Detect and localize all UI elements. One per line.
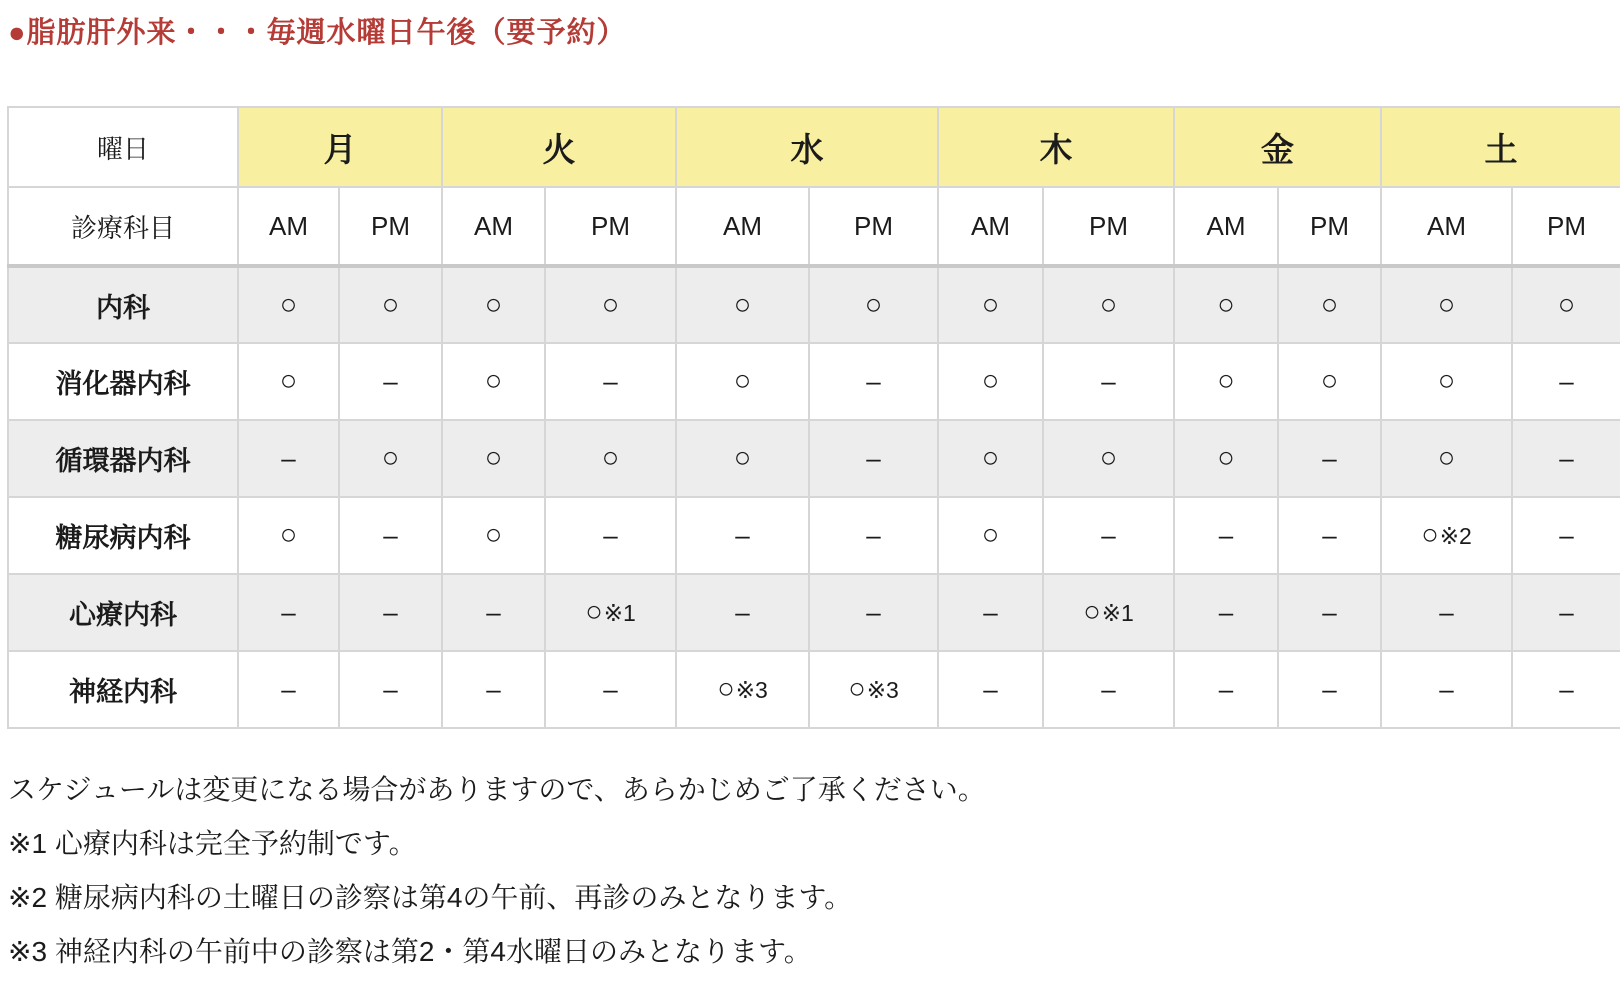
note-ref-2: ※2 糖尿病内科の土曜日の診察は第4の午前、再診のみとなります。 — [8, 882, 853, 913]
open-circle-mark: ○ — [1099, 288, 1118, 321]
dash-mark: – — [603, 366, 618, 396]
dash-mark: – — [486, 597, 501, 627]
schedule-cell — [1043, 266, 1174, 343]
department-cell: 神経内科 — [8, 651, 238, 728]
schedule-cell — [1043, 651, 1174, 728]
dash-mark: – — [383, 597, 398, 627]
schedule-cell — [545, 574, 676, 651]
dash-mark: – — [281, 443, 296, 473]
schedule-cell — [545, 651, 676, 728]
table-row — [8, 651, 1620, 728]
dash-mark: – — [1322, 674, 1337, 704]
schedule-cell — [339, 574, 442, 651]
time-slot-cell: AM — [1381, 187, 1512, 266]
dash-mark: – — [1559, 443, 1574, 473]
open-circle-mark: ○ — [484, 519, 503, 551]
dash-mark: – — [1101, 674, 1116, 704]
schedule-cell — [1043, 497, 1174, 574]
schedule-cell — [1381, 497, 1512, 574]
open-circle-mark: ○ — [484, 365, 503, 397]
schedule-cell — [676, 266, 809, 343]
open-circle-mark: ○ — [733, 365, 752, 397]
schedule-cell — [238, 497, 339, 574]
day-header-cell: 土 — [1381, 107, 1620, 187]
open-circle-mark: ○ — [717, 673, 735, 705]
department-cell: 心療内科 — [8, 574, 238, 651]
day-header-cell: 木 — [938, 107, 1174, 187]
open-circle-mark: ○ — [1437, 365, 1456, 397]
open-circle-mark: ○ — [1557, 288, 1576, 321]
schedule-cell — [339, 497, 442, 574]
schedule-cell — [1512, 651, 1620, 728]
dash-mark: – — [1439, 597, 1454, 627]
open-circle-mark: ○ — [381, 442, 400, 474]
schedule-cell — [1174, 266, 1278, 343]
open-circle-mark: ○ — [1437, 288, 1456, 321]
table-row — [8, 343, 1620, 420]
table-row — [8, 574, 1620, 651]
schedule-cell — [1278, 343, 1381, 420]
schedule-cell — [938, 343, 1043, 420]
open-circle-mark: ○ — [601, 288, 620, 321]
department-cell: 消化器内科 — [8, 343, 238, 420]
dash-mark: – — [1218, 597, 1234, 627]
time-slot-cell: PM — [1043, 187, 1174, 266]
schedule-cell — [1512, 574, 1620, 651]
open-circle-mark: ○ — [733, 442, 752, 474]
schedule-cell — [339, 266, 442, 343]
schedule-cell — [1043, 574, 1174, 651]
dash-mark: – — [866, 366, 881, 396]
dash-mark: – — [383, 674, 398, 704]
schedule-cell — [809, 497, 938, 574]
dash-mark: – — [983, 674, 998, 704]
department-cell: 糖尿病内科 — [8, 497, 238, 574]
schedule-cell — [1278, 420, 1381, 497]
schedule-table — [7, 106, 1620, 729]
schedule-cell — [1278, 651, 1381, 728]
dash-mark: – — [603, 674, 618, 704]
footnote-reference: ※3 — [866, 677, 899, 703]
schedule-cell — [1381, 420, 1512, 497]
dash-mark: – — [281, 597, 296, 627]
open-circle-mark: ○ — [981, 519, 1000, 551]
schedule-cell — [545, 420, 676, 497]
schedule-cell — [238, 343, 339, 420]
time-slot-cell: AM — [442, 187, 545, 266]
note-ref-1: ※1 心療内科は完全予約制です。 — [8, 828, 417, 859]
open-circle-mark: ○ — [1320, 288, 1339, 321]
dash-mark: – — [983, 597, 998, 627]
open-circle-mark: ○ — [864, 288, 883, 321]
schedule-table-body — [8, 266, 1620, 728]
schedule-cell — [676, 651, 809, 728]
schedule-cell — [238, 266, 339, 343]
schedule-cell — [1174, 420, 1278, 497]
footnote-reference: ※3 — [735, 677, 768, 703]
footnote-reference: ※1 — [1101, 600, 1134, 626]
dash-mark: – — [486, 674, 501, 704]
schedule-cell — [1174, 651, 1278, 728]
schedule-cell — [1043, 343, 1174, 420]
time-slot-cell: PM — [1278, 187, 1381, 266]
dash-mark: – — [603, 520, 618, 550]
schedule-cell — [1278, 574, 1381, 651]
dash-mark: – — [1559, 597, 1574, 627]
schedule-cell — [1174, 343, 1278, 420]
day-header-cell: 金 — [1174, 107, 1381, 187]
schedule-cell — [238, 574, 339, 651]
notes-block — [8, 763, 1620, 979]
time-slot-cell: AM — [938, 187, 1043, 266]
department-cell: 循環器内科 — [8, 420, 238, 497]
schedule-cell — [442, 497, 545, 574]
time-slot-cell: AM — [238, 187, 339, 266]
open-circle-mark: ○ — [1217, 288, 1235, 321]
time-slot-cell: AM — [676, 187, 809, 266]
schedule-cell — [339, 420, 442, 497]
schedule-cell — [545, 266, 676, 343]
open-circle-mark: ○ — [1083, 596, 1101, 628]
schedule-cell — [1512, 343, 1620, 420]
schedule-cell — [545, 343, 676, 420]
dash-mark: – — [866, 443, 881, 473]
schedule-cell — [339, 343, 442, 420]
schedule-cell — [938, 266, 1043, 343]
schedule-cell — [442, 651, 545, 728]
open-circle-mark: ○ — [1217, 442, 1235, 474]
schedule-cell — [676, 497, 809, 574]
schedule-cell — [1381, 266, 1512, 343]
dash-mark: – — [735, 520, 750, 550]
schedule-cell — [442, 343, 545, 420]
open-circle-mark: ○ — [1421, 519, 1439, 551]
dash-mark: – — [1101, 520, 1116, 550]
schedule-cell — [1174, 497, 1278, 574]
open-circle-mark: ○ — [279, 288, 298, 321]
open-circle-mark: ○ — [484, 442, 503, 474]
time-slot-cell: PM — [545, 187, 676, 266]
schedule-cell — [442, 420, 545, 497]
open-circle-mark: ○ — [381, 288, 400, 321]
open-circle-mark: ○ — [279, 365, 298, 397]
schedule-cell — [1512, 497, 1620, 574]
dash-mark: – — [866, 597, 881, 627]
time-slot-cell: PM — [339, 187, 442, 266]
day-header-cell: 月 — [238, 107, 442, 187]
time-slot-cell: PM — [1512, 187, 1620, 266]
schedule-cell — [442, 574, 545, 651]
schedule-cell — [809, 266, 938, 343]
schedule-cell — [809, 574, 938, 651]
schedule-cell — [938, 497, 1043, 574]
open-circle-mark: ○ — [1099, 442, 1118, 474]
dash-mark: – — [1218, 520, 1234, 550]
open-circle-mark: ○ — [484, 288, 503, 321]
open-circle-mark: ○ — [1217, 365, 1235, 397]
footnote-reference: ※1 — [603, 600, 636, 626]
schedule-cell — [676, 574, 809, 651]
open-circle-mark: ○ — [279, 519, 298, 551]
dash-mark: – — [383, 520, 398, 550]
table-row — [8, 497, 1620, 574]
schedule-cell — [676, 343, 809, 420]
page-title: ●脂肪肝外来・・・毎週水曜日午後（要予約） — [8, 17, 627, 49]
schedule-cell — [238, 651, 339, 728]
dash-mark: – — [1322, 597, 1337, 627]
schedule-cell — [938, 420, 1043, 497]
dash-mark: – — [1439, 674, 1454, 704]
open-circle-mark: ○ — [981, 288, 1000, 321]
dash-mark: – — [1322, 443, 1337, 473]
schedule-cell — [809, 343, 938, 420]
department-cell: 内科 — [8, 266, 238, 343]
schedule-cell — [1512, 266, 1620, 343]
open-circle-mark: ○ — [981, 365, 1000, 397]
schedule-cell — [1043, 420, 1174, 497]
schedule-cell — [1278, 266, 1381, 343]
schedule-cell — [809, 651, 938, 728]
schedule-cell — [1381, 651, 1512, 728]
time-slot-cell: PM — [809, 187, 938, 266]
open-circle-mark: ○ — [585, 596, 603, 628]
dash-mark: – — [1559, 520, 1574, 550]
schedule-cell — [938, 651, 1043, 728]
open-circle-mark: ○ — [1320, 365, 1339, 397]
day-header-cell: 水 — [676, 107, 938, 187]
dash-mark: – — [735, 597, 750, 627]
schedule-cell — [442, 266, 545, 343]
schedule-cell — [676, 420, 809, 497]
dash-mark: – — [383, 366, 398, 396]
dash-mark: – — [1559, 674, 1574, 704]
schedule-cell — [1381, 343, 1512, 420]
time-slot-cell: AM — [1174, 187, 1278, 266]
subheader-cell: 診療科目 — [8, 187, 238, 266]
dash-mark: – — [281, 674, 296, 704]
table-row — [8, 420, 1620, 497]
dash-mark: – — [1559, 366, 1574, 396]
dash-mark: – — [1101, 366, 1116, 396]
schedule-cell — [1174, 574, 1278, 651]
schedule-cell — [1381, 574, 1512, 651]
footnote-reference: ※2 — [1439, 523, 1472, 549]
schedule-table-header — [8, 107, 1620, 266]
note-ref-3: ※3 神経内科の午前中の診察は第2・第4水曜日のみとなります。 — [8, 936, 812, 967]
note-schedule-change: スケジュールは変更になる場合がありますので、あらかじめご了承ください。 — [8, 774, 986, 805]
open-circle-mark: ○ — [1437, 442, 1456, 474]
open-circle-mark: ○ — [981, 442, 1000, 474]
dash-mark: – — [1218, 674, 1234, 704]
schedule-cell — [545, 497, 676, 574]
schedule-cell — [809, 420, 938, 497]
schedule-cell — [938, 574, 1043, 651]
schedule-cell — [1512, 420, 1620, 497]
corner-cell: 曜日 — [8, 107, 238, 187]
dash-mark: – — [1322, 520, 1337, 550]
open-circle-mark: ○ — [848, 673, 866, 705]
dash-mark: – — [866, 520, 881, 550]
schedule-cell — [339, 651, 442, 728]
table-row — [8, 266, 1620, 343]
schedule-cell — [1278, 497, 1381, 574]
day-header-cell: 火 — [442, 107, 676, 187]
schedule-cell — [238, 420, 339, 497]
open-circle-mark: ○ — [733, 288, 752, 321]
open-circle-mark: ○ — [601, 442, 620, 474]
